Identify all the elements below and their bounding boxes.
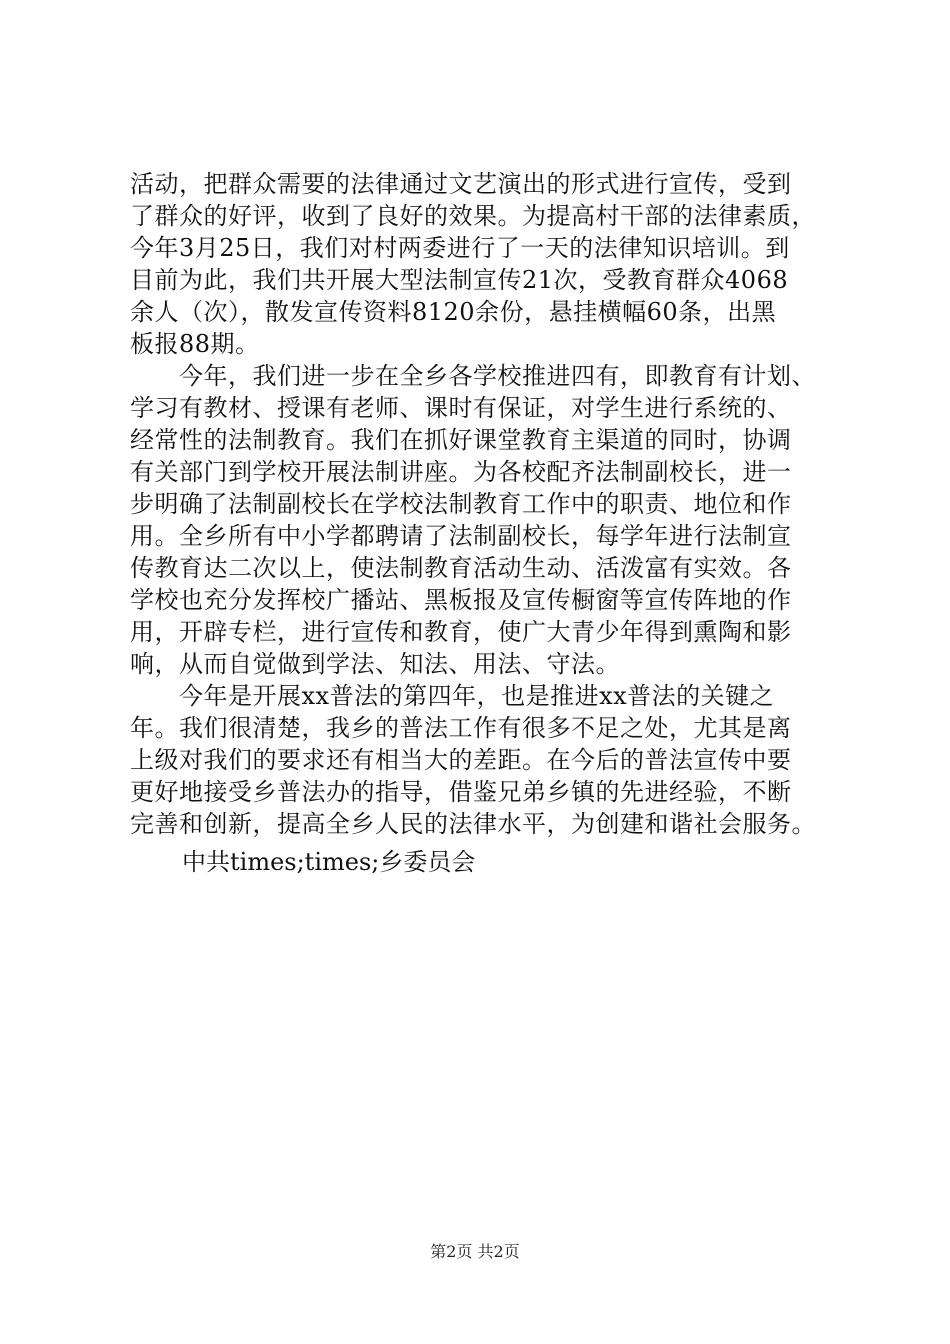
signature: 中共times;times;乡委员会 (182, 848, 476, 876)
body-text (130, 168, 842, 840)
text-line: 了群众的好评，收到了良好的效果。为提高村干部的法律素质， (130, 202, 816, 230)
text-line: 有关部门到学校开展法制讲座。为各校配齐法制副校长，进一 (130, 458, 792, 486)
page-footer: 第2页 共2页 (430, 1242, 520, 1261)
text-line: 步明确了法制副校长在学校法制教育工作中的职责、地位和作 (130, 490, 792, 518)
text-line: 用。全乡所有中小学都聘请了法制副校长，每学年进行法制宣 (130, 522, 792, 550)
text-line: 传教育达二次以上，使法制教育活动生动、活泼富有实效。各 (130, 554, 792, 582)
text-line: 响，从而自觉做到学法、知法、用法、守法。 (130, 650, 620, 678)
text-line: 经常性的法制教育。我们在抓好课堂教育主渠道的同时，协调 (130, 426, 792, 454)
text-line: 学校也充分发挥校广播站、黑板报及宣传橱窗等宣传阵地的作 (130, 586, 792, 614)
text-line: 上级对我们的要求还有相当大的差距。在今后的普法宣传中要 (130, 746, 792, 774)
text-line: 板报88期。 (130, 330, 260, 358)
text-line: 年。我们很清楚，我乡的普法工作有很多不足之处，尤其是离 (130, 714, 792, 742)
text-line: 活动，把群众需要的法律通过文艺演出的形式进行宣传，受到 (130, 170, 792, 198)
text-line: 更好地接受乡普法办的指导，借鉴兄弟乡镇的先进经验，不断 (130, 778, 792, 806)
text-line: 今年，我们进一步在全乡各学校推进四有，即教育有计划、 (130, 362, 816, 390)
text-line: 学习有教材、授课有老师、课时有保证，对学生进行系统的、 (130, 394, 792, 422)
text-line: 今年3月25日，我们对村两委进行了一天的法律知识培训。到 (130, 234, 790, 262)
text-line: 完善和创新，提高全乡人民的法律水平，为创建和谐社会服务。 (130, 810, 816, 838)
text-line: 余人（次），散发宣传资料8120余份，悬挂横幅60条，出黑 (130, 298, 777, 326)
text-line: 用，开辟专栏，进行宣传和教育，使广大青少年得到熏陶和影 (130, 618, 792, 646)
text-line: 目前为此，我们共开展大型法制宣传21次，受教育群众4068 (130, 266, 789, 294)
text-line: 今年是开展xx普法的第四年，也是推进xx普法的关键之 (130, 682, 775, 710)
